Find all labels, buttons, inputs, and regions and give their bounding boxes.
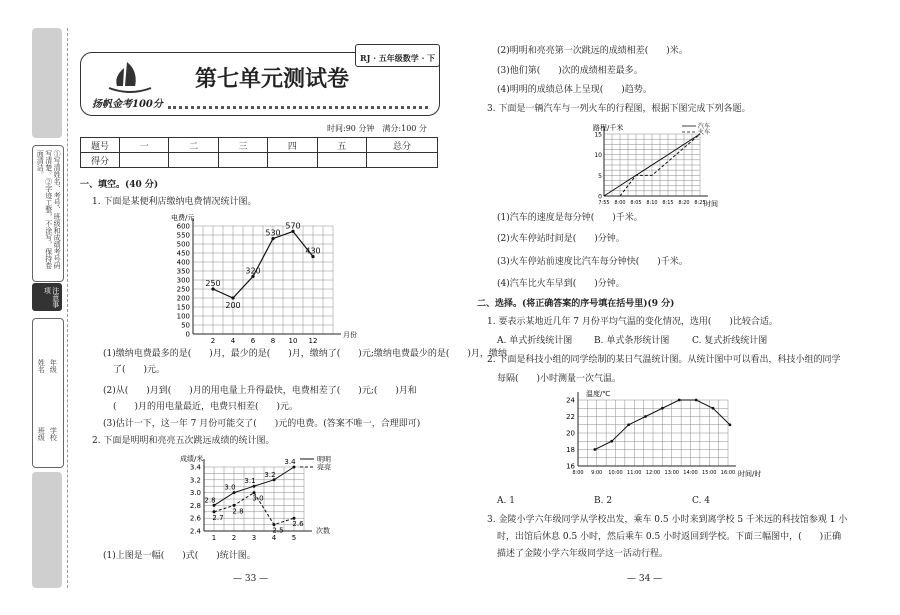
y-tick-label: 18 — [566, 446, 575, 454]
sidebar-top-block — [32, 28, 62, 138]
data-point — [593, 448, 596, 451]
c1-option-c[interactable]: C. 复式折线统计图 — [692, 336, 768, 346]
name-field[interactable]: 姓名 — [37, 359, 46, 373]
y-tick-label: 500 — [176, 240, 190, 249]
y-axis-label: 成绩/米 — [180, 455, 204, 463]
electricity-fee-chart — [165, 212, 365, 346]
data-point — [728, 423, 731, 426]
data-label: 2.6 — [292, 520, 304, 529]
data-point — [661, 407, 664, 410]
x-tick-label: 8:10 — [646, 200, 658, 206]
header-tag — [355, 44, 440, 67]
y-tick-label: 600 — [176, 222, 190, 231]
data-point — [231, 296, 234, 299]
grade-field[interactable]: 年级 — [49, 359, 58, 373]
data-label: 3.0 — [224, 483, 236, 492]
x-tick-label: 7:55 — [598, 200, 610, 206]
temperature-chart — [550, 388, 780, 488]
x-tick-label: 8:00 — [614, 200, 626, 206]
score-col-2: 二 — [169, 138, 218, 153]
score-cell[interactable] — [317, 153, 366, 168]
q3-2-text: (2)火车停站时间是( )分钟。 — [497, 234, 625, 244]
x-tick-label: 4 — [230, 337, 236, 345]
q1-3-text: (3)估计一下，这一年 7 月份可能交了( )元的电费。(答案不唯一，合理即可) — [103, 419, 421, 429]
data-label: 2.8 — [204, 496, 216, 505]
y-tick-label: 200 — [176, 294, 190, 303]
header-dots — [168, 106, 428, 109]
score-header-row — [81, 138, 438, 153]
y-tick-label: 3.4 — [189, 463, 201, 472]
sidebar-badge-text: 注意事项 — [43, 287, 60, 308]
x-tick-label: 8 — [270, 337, 276, 345]
x-tick-label: 14:00 — [683, 470, 698, 476]
y-tick-label: 300 — [176, 276, 190, 285]
c2-text: 2. 下面是科技小组的同学绘制的某日气温统计图。从统计图中可以看出，科技小组的同学 — [487, 355, 841, 365]
section2-heading: 二、选择。(将正确答案的序号填在括号里)(9 分) — [477, 299, 675, 309]
x-tick-label: 3 — [251, 534, 257, 542]
data-label: 200 — [225, 301, 241, 310]
legend-label: 明明 — [317, 455, 331, 464]
page-title: 第七单元测试卷 — [195, 66, 350, 92]
x-tick-label: 10 — [288, 337, 298, 345]
y-tick-label: 2.6 — [189, 514, 201, 523]
sailboat-logo-icon — [105, 58, 155, 98]
data-label: 2.5 — [272, 526, 284, 535]
x-tick-label: 11:00 — [627, 470, 642, 476]
travel-chart — [588, 120, 730, 210]
c1-option-b[interactable]: B. 单式条形统计图 — [594, 336, 670, 346]
data-label: 2.8 — [232, 507, 244, 516]
c2-option-c[interactable]: C. 4 — [692, 496, 711, 506]
c1-text: 1. 要表示某地近几年 7 月份平均气温的变化情况，选用( )比较合适。 — [487, 317, 778, 327]
score-table — [80, 137, 438, 168]
page-number-left: — 33 — — [233, 574, 269, 584]
x-tick-label: 9:00 — [591, 470, 603, 476]
page-number-right: — 34 — — [627, 574, 663, 584]
y-axis-label: 电费/元 — [171, 214, 195, 222]
x-axis-label: 次数 — [316, 527, 330, 535]
x-axis-label: 时间 — [704, 200, 718, 208]
y-tick-label: 0 — [185, 330, 190, 339]
score-cell[interactable] — [169, 153, 218, 168]
x-tick-label: 10:00 — [608, 470, 623, 476]
data-label: 3.1 — [244, 477, 256, 486]
legend-label: 火车 — [698, 129, 711, 136]
x-tick-label: 12 — [308, 337, 318, 345]
class-field[interactable]: 班级 — [37, 427, 46, 441]
x-tick-label: 13:00 — [664, 470, 679, 476]
sidebar-notice: ①写清姓名、考号、班级和成绩考号码写清楚。②字迹工整，不涂写，保持卷面清洁。 — [36, 150, 62, 269]
data-label: 3.0 — [252, 494, 264, 503]
x-tick-label: 8:05 — [630, 200, 642, 206]
c2b-text: 每隔( )小时测量一次气温。 — [497, 374, 622, 384]
y-tick-label: 150 — [176, 303, 190, 312]
y-tick-label: 250 — [176, 285, 190, 294]
q1-text: 1. 下面是某便利店缴纳电费情况统计图。 — [92, 197, 257, 207]
y-tick-label: 22 — [566, 413, 575, 421]
y-tick-label: 24 — [566, 396, 575, 405]
y-tick-label: 0 — [598, 193, 602, 201]
y-axis-label: 温度/℃ — [586, 390, 611, 398]
data-point — [695, 399, 698, 402]
q3-3-text: (3)火车停站前速度比汽车每分钟快( )千米。 — [497, 257, 688, 267]
x-axis-label: 月份 — [343, 331, 357, 339]
x-axis-label: 时间/时 — [738, 470, 762, 478]
q1-1-text: (1)缴纳电费最多的是( )月，最少的是( )月，缴纳了( )元;缴纳电费最少的是( )月，缴纳 — [103, 349, 507, 359]
x-tick-label: 16:00 — [720, 470, 736, 476]
school-field[interactable]: 学校 — [49, 427, 58, 441]
sidebar-info-box — [32, 318, 64, 468]
data-point — [712, 407, 715, 410]
data-label: 570 — [285, 221, 301, 231]
y-axis-label: 路程/千米 — [593, 124, 624, 132]
q2-3-text: (3)他们第( )次的成绩相差最多。 — [497, 66, 643, 76]
c2-option-b[interactable]: B. 2 — [594, 496, 613, 506]
logo-text: 扬帆金考100分 — [92, 99, 163, 110]
y-tick-label: 100 — [176, 312, 190, 321]
score-col-4: 四 — [268, 138, 317, 153]
score-col-3: 三 — [218, 138, 267, 153]
header-tag-text: RJ · 五年级数学 · 下 — [360, 53, 436, 63]
y-tick-label: 50 — [181, 321, 190, 330]
data-point — [644, 415, 647, 418]
x-tick-label: 15:00 — [702, 470, 717, 476]
x-tick-label: 8:20 — [678, 200, 690, 206]
score-cell[interactable] — [120, 153, 169, 168]
y-tick-label: 3.2 — [189, 476, 201, 485]
y-tick-label: 450 — [176, 249, 190, 258]
x-tick-label: 5 — [291, 534, 297, 542]
c3-text: 3. 金陵小学六年级同学从学校出发，乘车 0.5 小时来到离学校 5 千米远的科技馆参观 1 小 — [487, 515, 848, 525]
x-tick-label: 8:00 — [572, 470, 584, 476]
data-label: 320 — [245, 266, 261, 276]
y-tick-label: 15 — [594, 131, 602, 139]
x-tick-label: 8:15 — [662, 200, 674, 206]
c3b-text: 时，出馆后休息 0.5 小时，然后乘车 0.5 小时返回到学校。下面三幅图中，( )正确 — [497, 532, 842, 542]
score-row — [81, 153, 438, 168]
data-label: 3.4 — [284, 458, 296, 466]
x-tick-label: 6 — [250, 337, 256, 345]
y-tick-label: 20 — [566, 429, 575, 438]
q3-text: 3. 下面是一辆汽车与一列火车的行程图，根据下图完成下列各题。 — [487, 104, 751, 114]
section1-heading: 一、填空。(40 分) — [80, 180, 159, 190]
legend-label: 汽车 — [698, 123, 711, 130]
score-cell[interactable] — [367, 153, 438, 168]
score-col-total: 总分 — [367, 138, 438, 153]
data-label: 250 — [205, 279, 221, 288]
y-tick-label: 2.8 — [189, 501, 201, 510]
q1-2b-text: ( )月的用电量最近，电费只相差( )元。 — [113, 402, 299, 412]
legend-label: 亮亮 — [317, 463, 331, 472]
y-tick-label: 16 — [566, 462, 575, 471]
score-cell[interactable] — [218, 153, 267, 168]
q2-4-text: (4)明明的成绩总体上呈现( )趋势。 — [497, 85, 652, 95]
sidebar-badge — [32, 283, 62, 311]
q3-4-text: (4)汽车比火车早到( )分钟。 — [497, 279, 625, 289]
data-label: 530 — [265, 228, 281, 238]
c3c-text: 描述了金陵小学六年级同学这一活动行程。 — [497, 549, 669, 559]
long-jump-chart — [180, 453, 350, 543]
y-tick-label: 350 — [176, 267, 190, 276]
x-tick-label: 2 — [210, 337, 216, 345]
score-col-1: 一 — [120, 138, 169, 153]
y-tick-label: 550 — [176, 231, 190, 240]
score-row-label: 得分 — [81, 153, 120, 168]
x-tick-label: 4 — [271, 534, 277, 542]
c2-option-a[interactable]: A. 1 — [497, 496, 515, 506]
data-point — [678, 399, 681, 402]
x-tick-label: 12:00 — [645, 470, 661, 476]
sidebar-notice-box — [32, 145, 64, 282]
x-tick-label: 8:25 — [694, 200, 706, 206]
time-score: 时间:90 分钟 满分:100 分 — [327, 124, 427, 133]
data-label: 2.7 — [212, 513, 224, 522]
y-tick-label: 5 — [598, 172, 602, 180]
q2-text: 2. 下面是明明和亮亮五次跳远成绩的统计图。 — [92, 436, 275, 446]
sidebar-bottom-block — [32, 472, 62, 588]
fold-line — [67, 28, 68, 588]
data-point — [610, 440, 613, 443]
q2-1-text: (1)上图是一幅( )式( )统计图。 — [103, 551, 256, 561]
score-cell[interactable] — [268, 153, 317, 168]
y-tick-label: 2.4 — [189, 527, 201, 536]
data-point — [627, 423, 630, 426]
data-label: 430 — [305, 246, 321, 256]
y-tick-label: 400 — [176, 258, 190, 267]
x-tick-label: 1 — [211, 534, 217, 542]
c1-option-a[interactable]: A. 单式折线统计图 — [497, 336, 573, 346]
q1-1b-text: 了( )元。 — [113, 365, 166, 375]
score-col-5: 五 — [317, 138, 366, 153]
q3-1-text: (1)汽车的速度是每分钟( )千米。 — [497, 213, 643, 223]
y-tick-label: 3.0 — [189, 489, 201, 498]
x-tick-label: 2 — [231, 534, 237, 542]
q1-2-text: (2)从( )月到( )月的用电量上升得最快，电费相差了( )元;( )月和 — [103, 386, 417, 396]
score-col-label: 题号 — [81, 138, 120, 153]
data-label: 3.2 — [264, 470, 276, 479]
q2-2-text: (2)明明和亮亮第一次跳远的成绩相差( )米。 — [497, 46, 688, 56]
y-tick-label: 10 — [594, 152, 602, 160]
